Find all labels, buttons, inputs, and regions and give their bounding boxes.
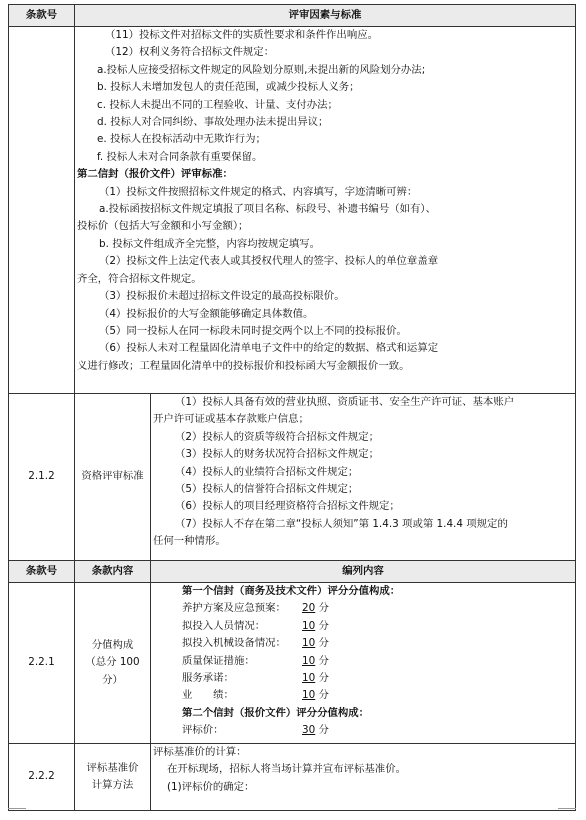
score-item-label: 服务承诺： [182,672,234,685]
clause-number-cell [9,27,75,394]
table-row [9,583,576,744]
method-cell [151,744,576,811]
criteria-line: a.投标人应接受招标文件规定的风险划分原则,未提出新的风险划分办法; [97,63,426,76]
score-unit: 分 [318,654,329,667]
score-item [153,600,573,617]
score-item-label: 拟投入机械设备情况： [182,637,286,650]
criteria-line: （5）同一投标人在同一标段未同时提交两个以上不同的投标报价。 [99,324,407,337]
criteria-line: 任何一种情形。 [153,535,226,548]
score-item-label: 养护方案及应急预案： [182,602,286,615]
score-item [153,722,573,739]
score-item-label: 评标价： [182,724,224,737]
score-value: 10 [302,619,316,632]
clause-name-cell [75,583,151,744]
clause-name-line: 评标基准价 [86,761,139,774]
clause-name-line: （总分 100 [85,656,140,669]
score-unit: 分 [318,637,329,650]
score-unit: 分 [318,689,329,702]
criteria-line: （1）投标文件按照招标文件规定的格式、内容填写，字迹清晰可辨： [99,185,418,198]
criteria-line: d. 投标人对合同纠纷、事故处理办法未提出异议； [97,116,329,129]
header-clause-content: 条款内容 [75,561,151,583]
criteria-line: 开户许可证或基本存款账户信息； [153,413,309,426]
header-clause-number: 条款号 [9,5,75,27]
score-item [153,635,573,652]
header-listed-content: 编列内容 [151,561,576,583]
criteria-cell [75,27,576,394]
clause-name-line: 计算方法 [91,779,134,791]
second-envelope-title: 第二信封（报价文件）评审标准： [77,168,233,181]
header-clause-number: 条款号 [9,561,75,583]
criteria-line: 投标价（包括大写金额和小写金额）； [77,220,249,233]
clause-number-cell: 2.2.2 [9,744,75,811]
criteria-line: b. 投标人未增加发包人的责任范围，或减少投标人义务； [97,81,360,94]
method-line: 在开标现场，招标人将当场计算并宣布评标基准价。 [167,763,406,776]
score-value: 30 [302,724,316,737]
score-item [153,687,573,704]
criteria-line: （2）投标人的资质等级符合招标文件规定； [175,430,380,443]
criteria-line: 齐全，符合招标文件规定。 [77,272,202,285]
clause-number-cell: 2.1.2 [9,394,75,561]
score-unit: 分 [318,619,329,632]
evaluation-table [8,4,576,811]
criteria-line: （12）权利义务符合招标文件规定： [105,46,275,59]
clause-name-cell [75,744,151,811]
score-unit: 分 [318,602,329,615]
score-item [153,670,573,687]
score-item [153,653,573,670]
score-value: 10 [302,672,316,685]
criteria-line: c. 投标人未提出不同的工程验收、计量、支付办法； [97,98,338,111]
table-row [9,744,576,811]
criteria-line: （4）投标人的业绩符合招标文件规定； [175,465,359,478]
score-value: 10 [302,689,316,702]
score-item-label: 业 绩： [182,689,234,702]
criteria-line: （7）投标人不存在第二章“投标人须知”第 1.4.3 项或第 1.4.4 项规定的 [175,517,508,530]
table-header-row [9,5,576,27]
score-unit: 分 [318,672,329,685]
score-unit: 分 [318,724,329,737]
score-composition-cell [151,583,576,744]
second-envelope-score-title: 第二个信封（报价文件）评分分值构成： [182,706,370,719]
score-value: 10 [302,637,316,650]
criteria-line: （4）投标报价的大写金额能够确定具体数值。 [99,307,314,320]
method-line: (1)评标价的确定： [167,780,255,793]
table-row [9,394,576,561]
criteria-cell [151,394,576,561]
score-item-label: 拟投入人员情况： [182,619,266,632]
table-row [9,27,576,394]
criteria-line: （3）投标人的财务状况符合招标文件规定； [175,448,380,461]
criteria-line: （5）投标人的信誉符合招标文件规定； [175,483,359,496]
header-evaluation-criteria: 评审因素与标准 [75,5,576,27]
criteria-line: e. 投标人在投标活动中无欺诈行为； [97,133,266,146]
score-item-label: 质量保证措施： [182,654,255,667]
clause-name-cell: 资格评审标准 [75,394,151,561]
page-edge-mark [558,808,576,809]
criteria-line: （6）投标人的项目经理资格符合招标文件规定； [175,500,400,513]
criteria-line: （11）投标文件对招标文件的实质性要求和条件作出响应。 [105,29,378,41]
clause-name-line: 分） [102,673,123,686]
clause-number-cell: 2.2.1 [9,583,75,744]
score-value: 20 [302,602,316,615]
criteria-line: （1）投标人具备有效的营业执照、资质证书、安全生产许可证、基本账户 [175,396,515,408]
clause-name-line: 分值构成 [91,638,134,651]
criteria-line: 义进行修改；工程量固化清单中的投标报价和投标函大写金额报价一致。 [77,359,410,372]
score-item [153,618,573,635]
criteria-line: f. 投标人未对合同条款有重要保留。 [97,150,263,163]
criteria-line: （3）投标报价未超过招标文件设定的最高投标限价。 [99,290,345,303]
criteria-line: a.投标函按招标文件规定填报了项目名称、标段号、补遗书编号（如有）、 [99,203,436,216]
criteria-line: （2）投标文件上法定代表人或其授权代理人的签字、投标人的单位章盖章 [99,255,439,268]
criteria-line: b. 投标文件组成齐全完整，内容均按规定填写。 [99,237,321,250]
method-line: 评标基准价的计算： [153,746,247,758]
criteria-line: （6）投标人未对工程量固化清单电子文件中的给定的数据、格式和运算定 [99,342,439,355]
page-edge-mark [8,808,26,809]
table-header-row [9,561,576,583]
first-envelope-score-title: 第一个信封（商务及技术文件）评分分值构成： [182,585,401,597]
score-value: 10 [302,654,316,667]
